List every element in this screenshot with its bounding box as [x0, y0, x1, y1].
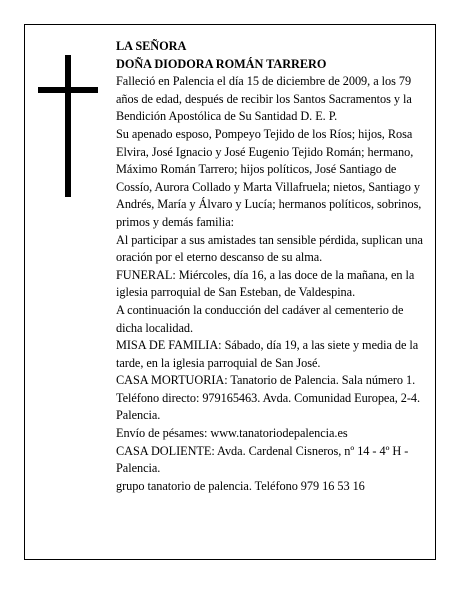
prayer-request: Al participar a sus amistades tan sensible pérdida, suplican una oración por el eterno descanso de su alma. [116, 232, 423, 265]
cross-vertical-bar [65, 55, 71, 197]
cross-horizontal-bar [38, 87, 98, 93]
condolences-website: Envío de pésames: www.tanatoriodepalencia.es [116, 426, 348, 441]
obituary-text [116, 38, 426, 495]
family-list: Su apenado esposo, Pompeyo Tejido de los Ríos; hijos, Rosa Elvira, José Ignacio y José Eugenio Tejido Román; hermano, Máximo Román Tarrero; hijos políticos, José Santiago de Cossío, Aurora Collado y Marta Villafruela; nietos, Santiago y Andrés, María y Álvaro y Lucía; hermanos políticos, sobrinos, primos y demás familia: [116, 126, 422, 229]
funeral-info: FUNERAL: Miércoles, día 16, a las doce de la mañana, en la iglesia parroquial de San Esteban, de Valdespina. [116, 267, 415, 300]
deceased-name: DOÑA DIODORA ROMÁN TARRERO [116, 56, 327, 71]
burial-info: A continuación la conducción del cadáver al cementerio de dicha localidad. [116, 302, 404, 335]
notice-title: LA SEÑORA [116, 39, 187, 53]
cross-icon [38, 55, 98, 197]
mourning-house-info: CASA DOLIENTE: Avda. Cardenal Cisneros, nº 14 - 4º H - Palencia. [116, 443, 409, 476]
family-mass-info: MISA DE FAMILIA: Sábado, día 19, a las siete y media de la tarde, en la iglesia parroquial de San José. [116, 338, 419, 370]
death-announcement: Falleció en Palencia el día 15 de diciembre de 2009, a los 79 años de edad, después de recibir los Santos Sacramentos y la Bendición Apostólica de Su Santidad D. E. P. [116, 74, 412, 124]
funeral-group-contact: grupo tanatorio de palencia. Teléfono 979 16 53 16 [116, 478, 365, 493]
funeral-home-info: CASA MORTUORIA: Tanatorio de Palencia. Sala número 1. Teléfono directo: 979165463. Avda. Comunidad Europea, 2-4. Palencia. [116, 373, 421, 423]
